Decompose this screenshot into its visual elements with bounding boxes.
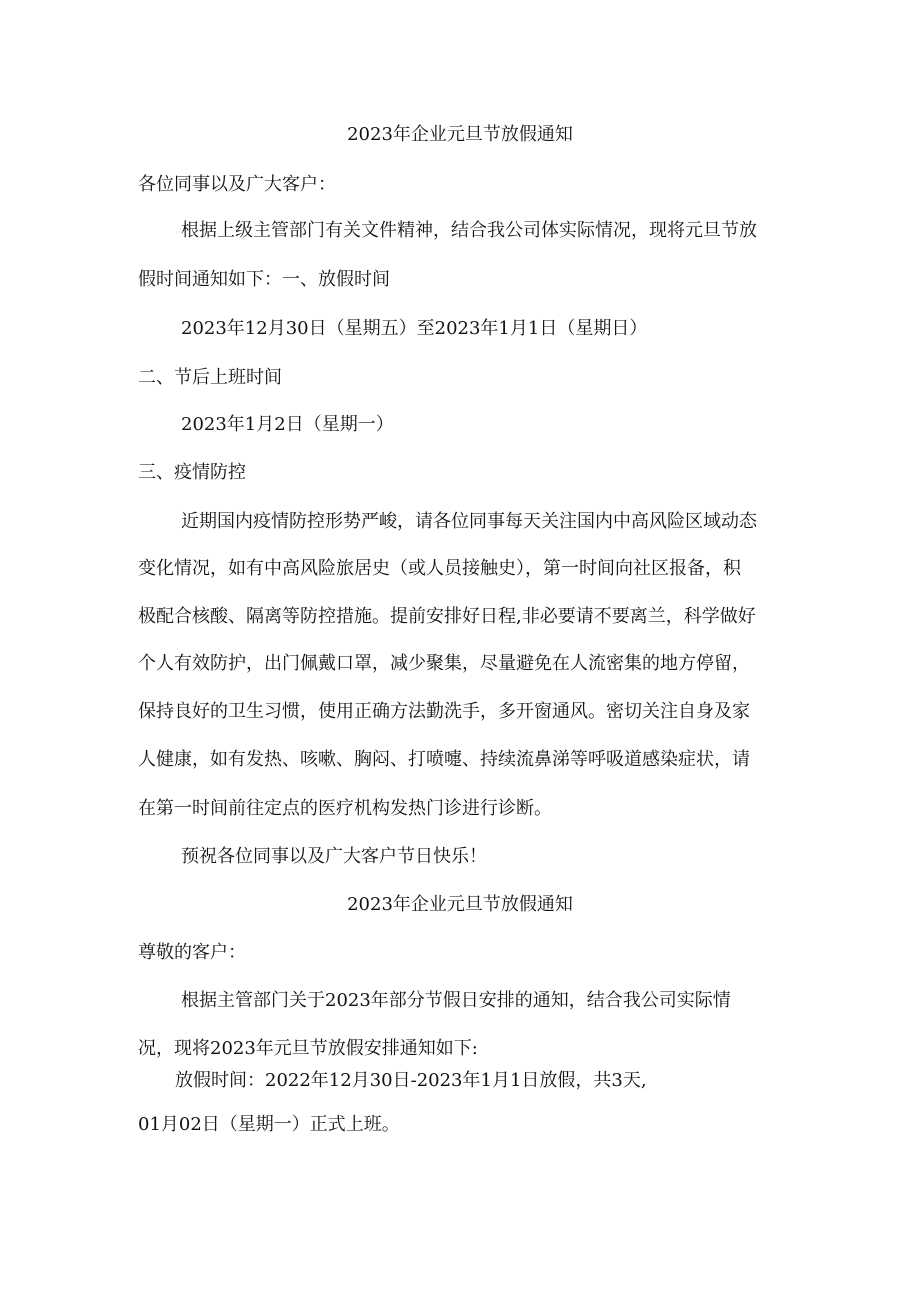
section-3-heading: 三、疫情防控 xyxy=(138,462,246,483)
paragraph-2-line: 保持良好的卫生习惯，使用正确方法勤洗手，多开窗通风。密切关注自身及家 xyxy=(138,701,750,722)
holiday-wishes: 预祝各位同事以及广大客户节日快乐！ xyxy=(181,846,487,867)
paragraph-1-line-2: 假时间通知如下：一、放假时间 xyxy=(138,269,390,290)
paragraph-2-line: 人健康，如有发热、咳嗽、胸闷、打喷嚏、持续流鼻涕等呼吸道感染症状，请 xyxy=(138,749,750,770)
paragraph-2-line: 极配合核酸、隔离等防控措施。提前安排好日程,非必要请不要离兰，科学做好 xyxy=(138,606,756,627)
paragraph-2-line: 近期国内疫情防控形势严峻，请各位同事每天关注国内中高风险区域动态 xyxy=(181,511,757,532)
paragraph-3-line-2: 况，现将2023年元旦节放假安排通知如下: xyxy=(138,1038,478,1059)
return-date: 2023年1月2日（星期一） xyxy=(181,414,394,435)
greeting-1: 各位同事以及广大客户： xyxy=(138,174,336,195)
holiday-range: 2023年12月30日（星期五）至2023年1月1日（星期日） xyxy=(181,318,648,339)
greeting-2: 尊敬的客户： xyxy=(138,942,246,963)
notice-title-1: 2023年企业元旦节放假通知 xyxy=(347,124,573,145)
section-2-heading: 二、节后上班时间 xyxy=(138,367,282,388)
paragraph-2-line: 在第一时间前往定点的医疗机构发热门诊进行诊断。 xyxy=(138,798,552,819)
resume-work-date: 01月02日（星期一）正式上班。 xyxy=(138,1114,400,1135)
paragraph-2-line: 变化情况，如有中高风险旅居史（或人员接触史），第一时间向社区报备，积 xyxy=(138,558,741,579)
paragraph-2-line: 个人有效防护，出门佩戴口罩，减少聚集，尽量避免在人流密集的地方停留， xyxy=(138,653,750,674)
paragraph-3-line-1: 根据主管部门关于2023年部分节假日安排的通知，结合我公司实际情 xyxy=(181,990,731,1011)
holiday-time: 放假时间：2022年12月30日-2023年1月1日放假，共3天, xyxy=(175,1070,647,1091)
paragraph-1-line-1: 根据上级主管部门有关文件精神，结合我公司体实际情况，现将元旦节放 xyxy=(181,220,757,241)
notice-title-2: 2023年企业元旦节放假通知 xyxy=(347,894,573,915)
